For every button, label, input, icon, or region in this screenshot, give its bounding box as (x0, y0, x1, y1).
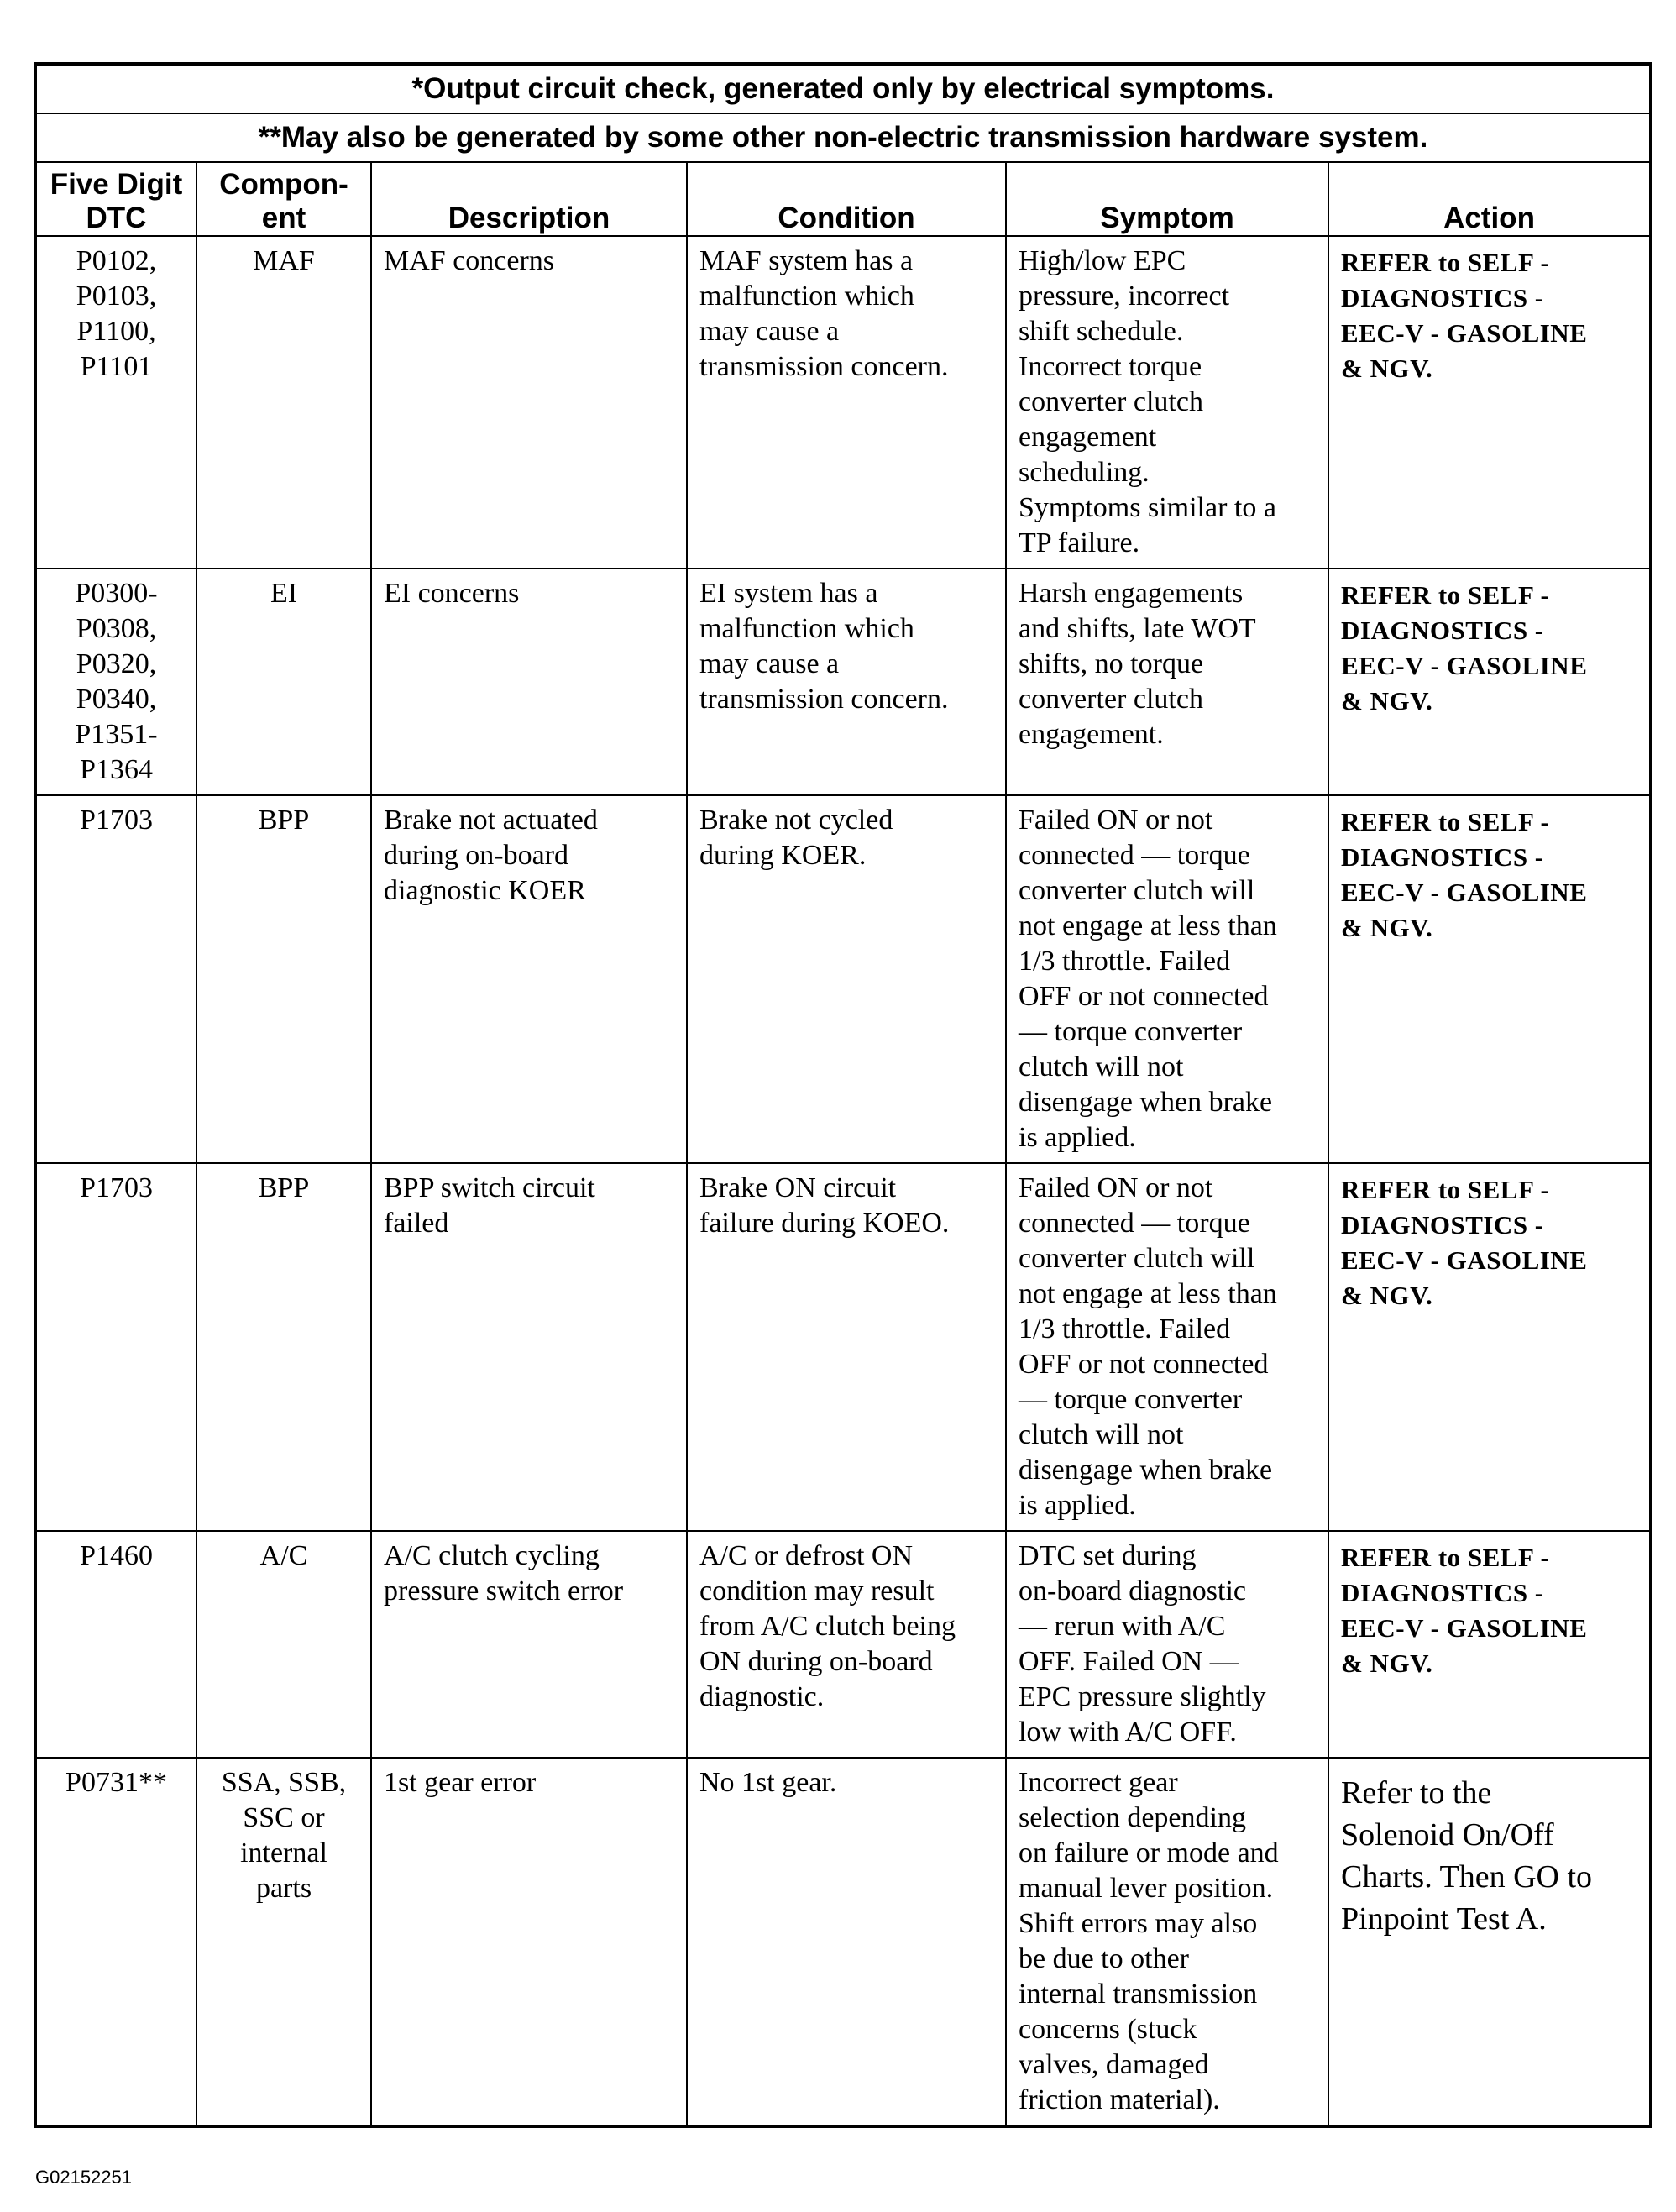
symptom-cell: High/low EPC pressure, incorrect shift schedule. Incorrect torque converter clutch engagement scheduling. Symptoms similar to a TP failure. (1006, 236, 1328, 569)
action-cell: REFER to SELF - DIAGNOSTICS - EEC-V - GASOLINE & NGV. (1328, 1163, 1651, 1531)
description-cell: BPP switch circuit failed (371, 1163, 687, 1531)
header-condition: Condition (687, 162, 1006, 236)
condition-cell: MAF system has a malfunction which may cause a transmission concern. (687, 236, 1006, 569)
condition-cell: Brake ON circuit failure during KOEO. (687, 1163, 1006, 1531)
description-cell: MAF concerns (371, 236, 687, 569)
component-cell: SSA, SSB, SSC or internal parts (196, 1758, 371, 2126)
output-circuit-note: *Output circuit check, generated only by electrical symptoms. (35, 64, 1651, 113)
header-component: Compon- ent (196, 162, 371, 236)
header-dtc: Five Digit DTC (35, 162, 196, 236)
symptom-cell: Failed ON or not connected — torque converter clutch will not engage at less than 1/3 throttle. Failed OFF or not connected — torque converter clutch will not disengage when brake is applied. (1006, 795, 1328, 1163)
symptom-cell: Harsh engagements and shifts, late WOT shifts, no torque converter clutch engagement. (1006, 569, 1328, 795)
header-action: Action (1328, 162, 1651, 236)
component-cell: BPP (196, 1163, 371, 1531)
table-row (35, 795, 1651, 1163)
table-row (35, 236, 1651, 569)
table-row (35, 1163, 1651, 1531)
note-row-2 (35, 113, 1651, 162)
component-cell: A/C (196, 1531, 371, 1758)
action-cell: REFER to SELF - DIAGNOSTICS - EEC-V - GASOLINE & NGV. (1328, 569, 1651, 795)
action-cell: Refer to the Solenoid On/Off Charts. Then GO to Pinpoint Test A. (1328, 1758, 1651, 2126)
dtc-cell: P0300- P0308, P0320, P0340, P1351- P1364 (35, 569, 196, 795)
dtc-cell: P1703 (35, 1163, 196, 1531)
description-cell: EI concerns (371, 569, 687, 795)
header-symptom: Symptom (1006, 162, 1328, 236)
component-cell: BPP (196, 795, 371, 1163)
table-row (35, 1531, 1651, 1758)
non-electric-note: **May also be generated by some other non-electric transmission hardware system. (35, 113, 1651, 162)
symptom-cell: Incorrect gear selection depending on failure or mode and manual lever position. Shift errors may also be due to other internal transmission concerns (stuck valves, damaged friction material). (1006, 1758, 1328, 2126)
note-row-1 (35, 64, 1651, 113)
action-cell: REFER to SELF - DIAGNOSTICS - EEC-V - GASOLINE & NGV. (1328, 1531, 1651, 1758)
action-cell: REFER to SELF - DIAGNOSTICS - EEC-V - GASOLINE & NGV. (1328, 795, 1651, 1163)
table-row (35, 1758, 1651, 2126)
action-cell: REFER to SELF - DIAGNOSTICS - EEC-V - GASOLINE & NGV. (1328, 236, 1651, 569)
dtc-cell: P0731** (35, 1758, 196, 2126)
dtc-cell: P0102, P0103, P1100, P1101 (35, 236, 196, 569)
component-cell: MAF (196, 236, 371, 569)
symptom-cell: Failed ON or not connected — torque converter clutch will not engage at less than 1/3 throttle. Failed OFF or not connected — torque converter clutch will not disengage when brake is applied. (1006, 1163, 1328, 1531)
component-cell: EI (196, 569, 371, 795)
description-cell: A/C clutch cycling pressure switch error (371, 1531, 687, 1758)
header-description: Description (371, 162, 687, 236)
table-row (35, 569, 1651, 795)
condition-cell: No 1st gear. (687, 1758, 1006, 2126)
figure-id-label: G02152251 (35, 2167, 132, 2188)
condition-cell: Brake not cycled during KOER. (687, 795, 1006, 1163)
condition-cell: A/C or defrost ON condition may result from A/C clutch being ON during on-board diagnostic. (687, 1531, 1006, 1758)
dtc-table (34, 62, 1652, 2128)
description-cell: 1st gear error (371, 1758, 687, 2126)
condition-cell: EI system has a malfunction which may cause a transmission concern. (687, 569, 1006, 795)
dtc-cell: P1460 (35, 1531, 196, 1758)
header-row (35, 162, 1651, 236)
description-cell: Brake not actuated during on-board diagnostic KOER (371, 795, 687, 1163)
symptom-cell: DTC set during on-board diagnostic — rerun with A/C OFF. Failed ON — EPC pressure slightly low with A/C OFF. (1006, 1531, 1328, 1758)
dtc-cell: P1703 (35, 795, 196, 1163)
